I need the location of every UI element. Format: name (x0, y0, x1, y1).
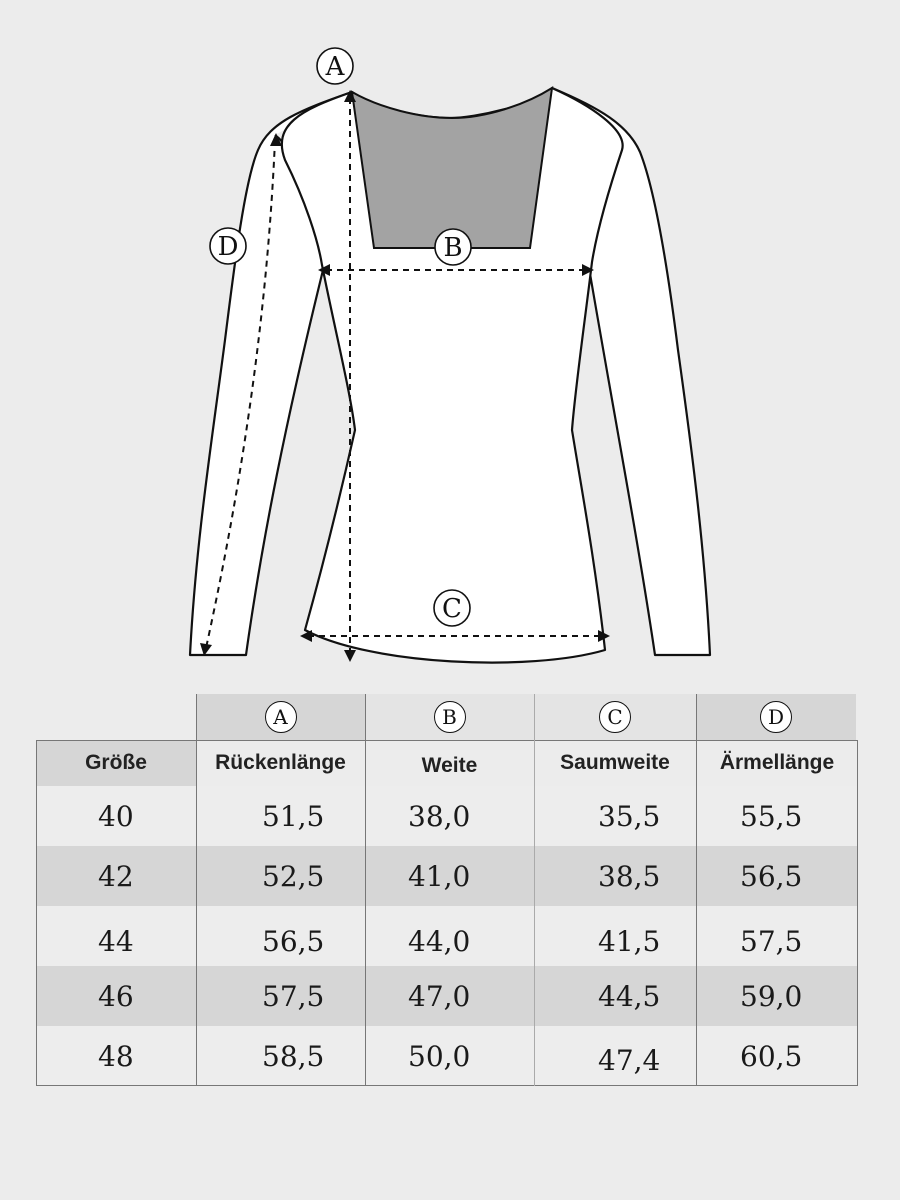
column-divider (196, 694, 197, 1086)
column-divider (365, 694, 366, 1086)
letter-cell-a (196, 694, 365, 740)
label-b-marker (435, 229, 471, 265)
table-row (36, 906, 858, 966)
letter-badge-b: B (434, 701, 466, 733)
cell-c: 35,5 (598, 799, 661, 833)
size-table (36, 694, 858, 1086)
letter-header-row (36, 694, 858, 740)
table-row (36, 786, 858, 846)
cell-size: 48 (98, 1039, 134, 1073)
cell-size: 42 (98, 859, 134, 893)
table-border-bottom (36, 1085, 858, 1086)
cell-b: 41,0 (408, 859, 471, 893)
cell-b: 50,0 (408, 1039, 471, 1073)
cell-a: 51,5 (262, 799, 325, 833)
header-size: Größe (85, 751, 147, 774)
cell-c: 44,5 (598, 979, 661, 1013)
cell-a: 56,5 (262, 924, 325, 958)
table-border-top (36, 740, 858, 741)
cell-b: 47,0 (408, 979, 471, 1013)
header-sleeve-length: Ärmellänge (696, 740, 858, 786)
cell-b: 38,0 (408, 799, 471, 833)
letter-badge-a: A (265, 701, 297, 733)
table-row (36, 966, 858, 1026)
table-row (36, 1026, 858, 1086)
label-a-marker (317, 48, 353, 84)
column-divider (534, 694, 535, 1086)
table-border-right (857, 740, 858, 1086)
cell-c: 38,5 (598, 859, 661, 893)
letter-cell-d (696, 694, 856, 740)
cell-b: 44,0 (408, 924, 471, 958)
cell-size: 40 (98, 799, 134, 833)
letter-badge-d: D (760, 701, 792, 733)
label-d: D (217, 232, 239, 262)
cell-c: 47,4 (598, 1043, 661, 1077)
header-back-length: Rückenlänge (196, 740, 365, 786)
cell-a: 57,5 (262, 979, 325, 1013)
cell-a: 58,5 (262, 1039, 325, 1073)
label-c: C (442, 594, 462, 624)
letter-badge-c: C (599, 701, 631, 733)
cell-d: 59,0 (740, 979, 803, 1013)
cell-d: 60,5 (740, 1039, 803, 1073)
header-hem-width: Saumweite (534, 740, 696, 786)
letter-cell-c (534, 694, 696, 740)
column-divider (696, 694, 697, 1086)
header-width: Weite (365, 740, 534, 786)
label-a: A (325, 52, 345, 82)
cell-d: 56,5 (740, 859, 803, 893)
label-c-marker (434, 590, 470, 626)
table-border-left (36, 740, 37, 1086)
letter-cell-b (365, 694, 534, 740)
neckline-insert (352, 88, 552, 248)
cell-a: 52,5 (262, 859, 325, 893)
cell-size: 44 (98, 924, 134, 958)
label-b: B (443, 233, 463, 263)
cell-d: 57,5 (740, 924, 803, 958)
cell-c: 41,5 (598, 924, 661, 958)
column-header-row (36, 740, 858, 786)
cell-size: 46 (98, 979, 134, 1013)
cell-d: 55,5 (740, 799, 803, 833)
table-row (36, 846, 858, 906)
label-d-marker (210, 228, 246, 264)
